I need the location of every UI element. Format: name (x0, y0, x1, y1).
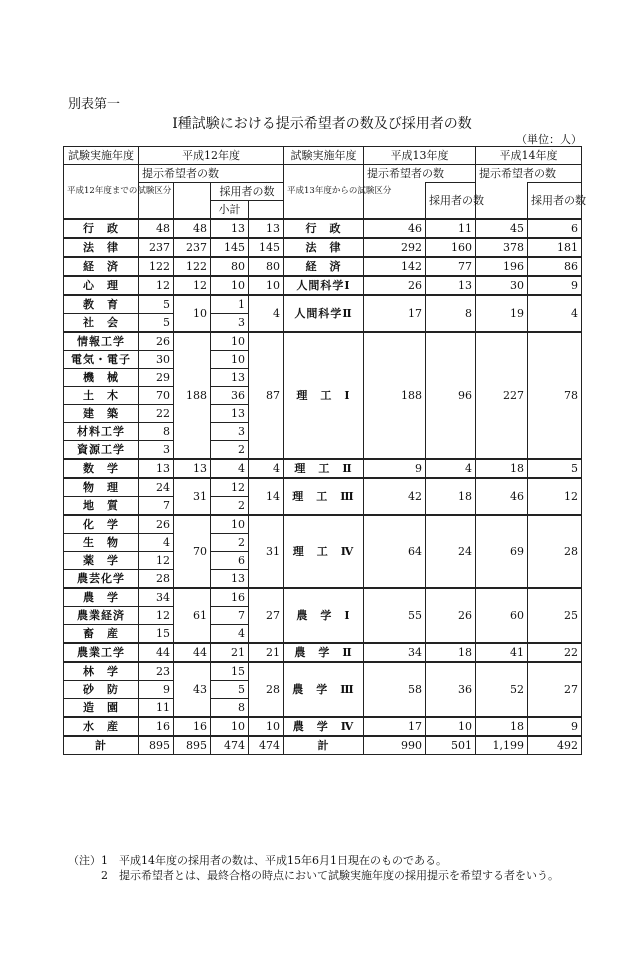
unit-label: （単位：人） (516, 133, 582, 146)
hired-subtotal-12: 27 (249, 588, 284, 643)
hired-subtotal-12: 4 (249, 295, 284, 332)
hired-subtotal-12: 80 (249, 257, 284, 276)
applicants-12: 7 (139, 497, 174, 516)
hired-12: 3 (211, 423, 249, 441)
hired-12: 13 (211, 369, 249, 387)
category-12: 生 物 (64, 534, 139, 552)
category-12: 土 木 (64, 387, 139, 405)
applicants-14: 41 (476, 643, 528, 662)
table-row (64, 459, 582, 478)
applicants-14: 18 (476, 459, 528, 478)
category-12: 物 理 (64, 478, 139, 497)
hired-subtotal-12: 21 (249, 643, 284, 662)
applicants-14: 60 (476, 588, 528, 643)
hired-13: 13 (426, 276, 476, 295)
category-12: 経 済 (64, 257, 139, 276)
hired-12: 6 (211, 552, 249, 570)
total-hired-13: 501 (426, 736, 476, 755)
hired-14: 22 (528, 643, 582, 662)
hired-12: 12 (211, 478, 249, 497)
applicants-12: 5 (139, 314, 174, 333)
applicants-13: 9 (364, 459, 426, 478)
applicants-14: 18 (476, 717, 528, 736)
applicants-13: 42 (364, 478, 426, 515)
applicants-12: 34 (139, 588, 174, 607)
table-row (64, 332, 582, 351)
category-12: 地 質 (64, 497, 139, 516)
document-title: Ⅰ種試験における提示希望者の数及び採用者の数 (172, 116, 472, 132)
total-row (64, 736, 582, 755)
doc-label: 別表第一 (68, 97, 121, 112)
applicants-subtotal-12: 48 (174, 219, 211, 238)
hired-12: 13 (211, 570, 249, 589)
applicants-subtotal-12: 70 (174, 515, 211, 588)
applicants-14: 45 (476, 219, 528, 238)
total-label-13: 計 (284, 736, 364, 755)
hired-13: 24 (426, 515, 476, 588)
applicants-subtotal-12: 10 (174, 295, 211, 332)
header-teiji-14: 提示希望者の数 (476, 165, 582, 183)
hired-subtotal-12: 10 (249, 717, 284, 736)
hired-subtotal-12: 4 (249, 459, 284, 478)
applicants-12: 22 (139, 405, 174, 423)
category-13: 理 工 Ⅱ (284, 459, 364, 478)
hired-12: 3 (211, 314, 249, 333)
applicants-13: 17 (364, 717, 426, 736)
category-13: 法 律 (284, 238, 364, 257)
header-saiyo-14: 採用者の数 (528, 183, 582, 220)
applicants-12: 44 (139, 643, 174, 662)
header-h14: 平成14年度 (476, 147, 582, 165)
header-h13: 平成13年度 (364, 147, 476, 165)
hired-subtotal-12: 14 (249, 478, 284, 515)
category-12: 畜 産 (64, 625, 139, 644)
table-row (64, 717, 582, 736)
data-table (63, 146, 586, 755)
applicants-12: 3 (139, 441, 174, 460)
hired-13: 160 (426, 238, 476, 257)
applicants-12: 23 (139, 662, 174, 681)
hired-13: 11 (426, 219, 476, 238)
applicants-12: 28 (139, 570, 174, 589)
applicants-12: 9 (139, 681, 174, 699)
category-13: 農 学 Ⅱ (284, 643, 364, 662)
hired-12: 4 (211, 459, 249, 478)
hired-14: 5 (528, 459, 582, 478)
category-12: 農芸化学 (64, 570, 139, 589)
applicants-subtotal-12: 122 (174, 257, 211, 276)
table-row (64, 276, 582, 295)
applicants-12: 12 (139, 552, 174, 570)
hired-12: 2 (211, 497, 249, 516)
applicants-subtotal-12: 237 (174, 238, 211, 257)
category-13: 行 政 (284, 219, 364, 238)
applicants-14: 30 (476, 276, 528, 295)
hired-13: 8 (426, 295, 476, 332)
applicants-13: 26 (364, 276, 426, 295)
applicants-13: 55 (364, 588, 426, 643)
table-row (64, 478, 582, 497)
hired-13: 26 (426, 588, 476, 643)
applicants-subtotal-12: 43 (174, 662, 211, 717)
category-13: 経 済 (284, 257, 364, 276)
applicants-subtotal-12: 44 (174, 643, 211, 662)
hired-subtotal-12: 87 (249, 332, 284, 459)
hired-14: 181 (528, 238, 582, 257)
hired-12: 80 (211, 257, 249, 276)
hired-13: 96 (426, 332, 476, 459)
header-teiji-12: 提示希望者の数 (139, 165, 284, 183)
category-12: 電気・電子 (64, 351, 139, 369)
applicants-14: 69 (476, 515, 528, 588)
applicants-14: 196 (476, 257, 528, 276)
applicants-12: 15 (139, 625, 174, 644)
hired-14: 25 (528, 588, 582, 643)
hired-12: 10 (211, 515, 249, 534)
hired-13: 18 (426, 478, 476, 515)
category-13: 人間科学Ⅰ (284, 276, 364, 295)
header-saiyo-13: 採用者の数 (426, 183, 476, 220)
table-row (64, 295, 582, 314)
total-label-12: 計 (64, 736, 139, 755)
category-13: 理 工 Ⅲ (284, 478, 364, 515)
hired-12: 36 (211, 387, 249, 405)
applicants-13: 292 (364, 238, 426, 257)
hired-12: 10 (211, 717, 249, 736)
category-12: 行 政 (64, 219, 139, 238)
applicants-12: 11 (139, 699, 174, 718)
applicants-12: 70 (139, 387, 174, 405)
hired-12: 145 (211, 238, 249, 257)
applicants-12: 12 (139, 276, 174, 295)
category-12: 社 会 (64, 314, 139, 333)
header-year: 試験実施年度 (64, 147, 139, 165)
applicants-12: 8 (139, 423, 174, 441)
applicants-12: 237 (139, 238, 174, 257)
applicants-13: 58 (364, 662, 426, 717)
hired-12: 2 (211, 534, 249, 552)
hired-subtotal-12: 13 (249, 219, 284, 238)
category-12: 農業経済 (64, 607, 139, 625)
hired-14: 86 (528, 257, 582, 276)
applicants-12: 13 (139, 459, 174, 478)
applicants-subtotal-12: 12 (174, 276, 211, 295)
hired-13: 77 (426, 257, 476, 276)
hired-12: 21 (211, 643, 249, 662)
category-12: 建 築 (64, 405, 139, 423)
hired-12: 4 (211, 625, 249, 644)
category-12: 林 学 (64, 662, 139, 681)
table-row (64, 588, 582, 607)
applicants-13: 142 (364, 257, 426, 276)
hired-12: 16 (211, 588, 249, 607)
table-row (64, 219, 582, 238)
category-12: 材料工学 (64, 423, 139, 441)
applicants-12: 29 (139, 369, 174, 387)
hired-13: 10 (426, 717, 476, 736)
hired-12: 8 (211, 699, 249, 718)
category-12: 水 産 (64, 717, 139, 736)
applicants-13: 46 (364, 219, 426, 238)
total-hired-12: 474 (211, 736, 249, 755)
hired-14: 4 (528, 295, 582, 332)
category-12: 資源工学 (64, 441, 139, 460)
category-12: 砂 防 (64, 681, 139, 699)
header-cat12: 平成12年度までの試験区分 (64, 165, 139, 220)
category-13: 農 学 Ⅳ (284, 717, 364, 736)
header-cat13: 平成13年度からの試験区分 (284, 165, 364, 220)
hired-14: 6 (528, 219, 582, 238)
hired-14: 9 (528, 276, 582, 295)
table-row (64, 643, 582, 662)
table-row (64, 238, 582, 257)
applicants-12: 4 (139, 534, 174, 552)
category-12: 法 律 (64, 238, 139, 257)
note-1: （注）1 平成14年度の採用者の数は、平成15年6月1日現在のものである。 (68, 854, 447, 867)
header-teiji-13: 提示希望者の数 (364, 165, 476, 183)
table-row (64, 257, 582, 276)
applicants-14: 378 (476, 238, 528, 257)
applicants-12: 5 (139, 295, 174, 314)
category-12: 数 学 (64, 459, 139, 478)
total-hired-subtotal-12: 474 (249, 736, 284, 755)
hired-12: 7 (211, 607, 249, 625)
hired-12: 10 (211, 332, 249, 351)
hired-14: 27 (528, 662, 582, 717)
applicants-13: 17 (364, 295, 426, 332)
category-13: 理 工 Ⅳ (284, 515, 364, 588)
hired-14: 78 (528, 332, 582, 459)
applicants-14: 46 (476, 478, 528, 515)
total-applicants-13: 990 (364, 736, 426, 755)
category-12: 化 学 (64, 515, 139, 534)
applicants-subtotal-12: 16 (174, 717, 211, 736)
hired-subtotal-12: 28 (249, 662, 284, 717)
header-shokei-a: 小計 (211, 201, 249, 220)
category-12: 情報工学 (64, 332, 139, 351)
applicants-12: 122 (139, 257, 174, 276)
category-12: 教 育 (64, 295, 139, 314)
table-row (64, 662, 582, 681)
hired-14: 9 (528, 717, 582, 736)
total-applicants-12: 895 (139, 736, 174, 755)
applicants-subtotal-12: 13 (174, 459, 211, 478)
hired-12: 1 (211, 295, 249, 314)
total-hired-14: 492 (528, 736, 582, 755)
category-13: 農 学 Ⅰ (284, 588, 364, 643)
hired-14: 12 (528, 478, 582, 515)
header-h12: 平成12年度 (139, 147, 284, 165)
applicants-13: 34 (364, 643, 426, 662)
applicants-12: 26 (139, 332, 174, 351)
hired-subtotal-12: 145 (249, 238, 284, 257)
total-applicants-subtotal-12: 895 (174, 736, 211, 755)
applicants-12: 16 (139, 717, 174, 736)
header-year-2: 試験実施年度 (284, 147, 364, 165)
table-row (64, 515, 582, 534)
category-12: 機 械 (64, 369, 139, 387)
category-13: 農 学 Ⅲ (284, 662, 364, 717)
applicants-subtotal-12: 188 (174, 332, 211, 459)
hired-subtotal-12: 31 (249, 515, 284, 588)
category-12: 心 理 (64, 276, 139, 295)
hired-13: 36 (426, 662, 476, 717)
hired-12: 2 (211, 441, 249, 460)
category-12: 薬 学 (64, 552, 139, 570)
total-applicants-14: 1,199 (476, 736, 528, 755)
hired-12: 15 (211, 662, 249, 681)
hired-12: 13 (211, 219, 249, 238)
hired-13: 18 (426, 643, 476, 662)
applicants-subtotal-12: 31 (174, 478, 211, 515)
applicants-12: 26 (139, 515, 174, 534)
applicants-subtotal-12: 61 (174, 588, 211, 643)
applicants-13: 188 (364, 332, 426, 459)
applicants-12: 12 (139, 607, 174, 625)
category-12: 造 園 (64, 699, 139, 718)
hired-13: 4 (426, 459, 476, 478)
category-12: 農業工学 (64, 643, 139, 662)
category-13: 人間科学Ⅱ (284, 295, 364, 332)
hired-subtotal-12: 10 (249, 276, 284, 295)
hired-12: 10 (211, 276, 249, 295)
applicants-12: 24 (139, 478, 174, 497)
hired-12: 13 (211, 405, 249, 423)
category-12: 農 学 (64, 588, 139, 607)
applicants-12: 48 (139, 219, 174, 238)
note-2: 2 提示希望者とは、最終合格の時点において試験実施年度の採用提示を希望する者をいう。 (68, 869, 559, 882)
hired-12: 5 (211, 681, 249, 699)
hired-14: 28 (528, 515, 582, 588)
applicants-14: 19 (476, 295, 528, 332)
category-13: 理 工 Ⅰ (284, 332, 364, 459)
applicants-12: 30 (139, 351, 174, 369)
applicants-13: 64 (364, 515, 426, 588)
applicants-14: 227 (476, 332, 528, 459)
header-saiyo-12: 採用者の数 (211, 183, 284, 201)
hired-12: 10 (211, 351, 249, 369)
applicants-14: 52 (476, 662, 528, 717)
